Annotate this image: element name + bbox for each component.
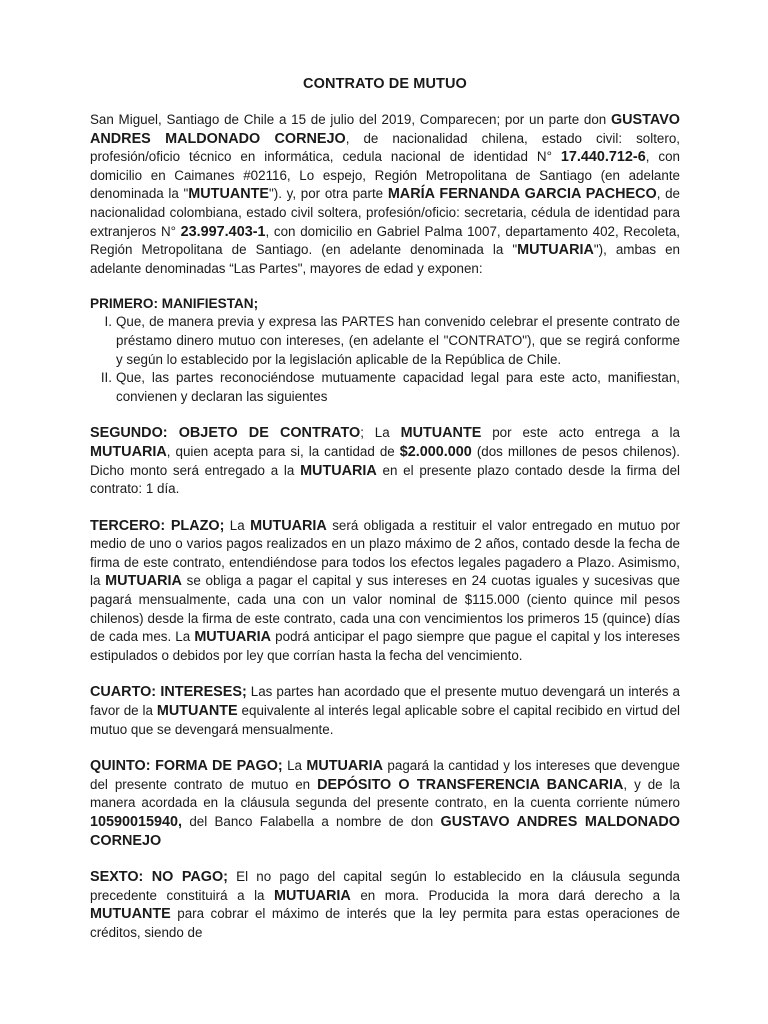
clause-cuarto-heading: CUARTO: INTERESES;	[90, 684, 247, 701]
loan-amount: $2.000.000	[399, 443, 472, 460]
clause-sexto: SEXTO: NO PAGO; El no pago del capital según lo establecido en la cláusula segunda precedente constituirá a la MUTUARIA en mora. Producida la mora dará derecho a la MUTUANTE para cobrar el máximo de interés que la ley permita para estas operaciones de créditos, siendo de	[90, 869, 680, 940]
mutuante-name: GUSTAVO ANDRES MALDONADO CORNEJO	[90, 112, 680, 147]
payment-method: DEPÓSITO O TRANSFERENCIA BANCARIA	[317, 776, 624, 793]
account-holder: GUSTAVO ANDRES MALDONADO CORNEJO	[90, 814, 680, 849]
list-item: I. Que, de manera previa y expresa las PARTES han convenido celebrar el presente contrato de préstamo dinero mutuo con intereses, (en adelante el "CONTRATO"), que se regirá conforme y según lo establecido por la legislación aplicable de la República de Chile.	[104, 314, 680, 367]
mutuaria-name: MARÍA FERNANDA GARCIA PACHECO	[387, 186, 657, 203]
clause-segundo-heading: SEGUNDO: OBJETO DE CONTRATO	[90, 425, 361, 442]
clause-cuarto: CUARTO: INTERESES; Las partes han acordado que el presente mutuo devengará un interés a favor de la MUTUANTE equivalente al interés legal aplicable sobre el capital recibido en virtud del mutuo que se devengará mensualmente.	[90, 684, 681, 737]
clause-primero-list	[90, 313, 680, 406]
clause-sexto-heading: SEXTO: NO PAGO;	[90, 869, 228, 886]
list-item: II. Que, las partes reconociéndose mutuamente capacidad legal para este acto, manifiestan, convienen y declaran las siguientes	[100, 370, 680, 404]
account-number: 10590015940,	[90, 814, 183, 830]
clause-tercero: TERCERO: PLAZO; La MUTUARIA será obligada a restituir el valor entregado en mutuo por medio de uno o varios pagos realizados en un plazo máximo de 2 años, contado desde la fecha de firma de este contrato, entendiéndose para todos los efectos legales pagadero a Plazo. Asimismo, la MUTUARIA se obliga a pagar el capital y sus intereses en 24 cuotas iguales y sucesivas que pagará mensualmente, cada una con un valor nominal de $115.000 (ciento quince mil pesos chilenos) desde la firma de este contrato, cada una con vencimientos los primeros 15 (quince) días de cada mes. La MUTUARIA podrá anticipar el pago siempre que pague el capital y los intereses estipulados o debidos por ley que corrían hasta la fecha del vencimiento.	[90, 517, 680, 663]
clause-segundo: SEGUNDO: OBJETO DE CONTRATO; La MUTUANTE por este acto entrega a la MUTUARIA, quien acepta para si, la cantidad de $2.000.000 (dos millones de pesos chilenos). Dicho monto será entregado a la MUTUARIA en el presente plazo contado desde la firma del contrato: 1 día.	[90, 425, 681, 497]
document-title: CONTRATO DE MUTUO	[303, 76, 467, 92]
clause-tercero-heading: TERCERO: PLAZO;	[90, 517, 225, 534]
intro-paragraph: San Miguel, Santiago de Chile a 15 de julio del 2019, Comparecen; por un parte don GUSTAVO ANDRES MALDONADO CORNEJO, de nacionalidad chilena, estado civil: soltero, profesión/oficio técnico en informática, cedula nacional de identidad N° 17.440.712-6, con domicilio en Caimanes #02116, Lo espejo, Región Metropolitana de Santiago (en adelante denominada la "MUTUANTE"). y, por otra parte MARÍA FERNANDA GARCIA PACHECO, de nacionalidad colombiana, estado civil soltera, profesión/oficio: secretaria, cédula de identidad para extranjeros N° 23.997.403-1, con domicilio en Gabriel Palma 1007, departamento 402, Recoleta, Región Metropolitana de Santiago. (en adelante denominada la "MUTUARIA"), ambas en adelante denominadas “Las Partes", mayores de edad y exponen:	[90, 112, 680, 276]
mutuaria-id-number: 23.997.403-1	[180, 223, 266, 240]
clause-quinto-heading: QUINTO: FORMA DE PAGO;	[90, 758, 283, 775]
mutuante-id-number: 17.440.712-6	[560, 149, 646, 166]
clause-primero-heading: PRIMERO: MANIFIESTAN;	[90, 296, 259, 312]
clause-quinto: QUINTO: FORMA DE PAGO; La MUTUARIA pagará la cantidad y los intereses que devengue del presente contrato de mutuo en DEPÓSITO O TRANSFERENCIA BANCARIA, y de la manera acordada en la cláusula segunda del presente contrato, en la cuenta corriente número 10590015940, del Banco Falabella a nombre de don GUSTAVO ANDRES MALDONADO CORNEJO	[90, 758, 680, 849]
